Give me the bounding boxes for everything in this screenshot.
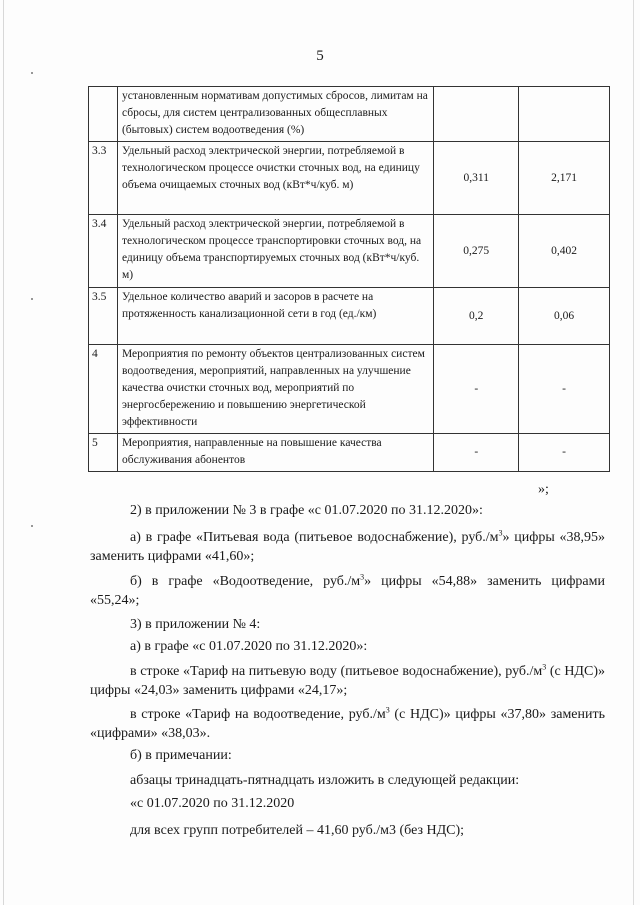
paragraph: абзацы тринадцать-пятнадцать изложить в следующей редакции: [130,773,520,788]
row-number: 5 [89,434,118,472]
row-number: 4 [89,345,118,434]
row-number: 3.4 [89,215,118,288]
row-value-2 [519,87,610,142]
paragraph: 3) в приложении № 4: [130,617,261,632]
row-number: 3.3 [89,142,118,215]
superscript: 3 [360,572,365,582]
table-row [89,345,610,434]
paragraph [90,662,605,700]
scan-mark [31,525,33,527]
row-value-2: - [519,434,610,472]
scan-edge-left [3,0,4,905]
paragraph: 2) в приложении № 3 в графе «с 01.07.2020 по 31.12.2020»: [130,503,483,518]
row-value-2: - [519,345,610,434]
paragraph: для всех групп потребителей – 41,60 руб./м3 (без НДС); [130,823,465,838]
paragraph-text: » цифры «54,88» заменить цифрами «55,24»; [90,574,605,608]
table-row [89,288,610,345]
scan-mark [31,72,33,74]
paragraph: «с 01.07.2020 по 31.12.2020 [130,796,295,811]
scan-edge-right [633,0,634,905]
row-value-2: 2,171 [519,142,610,215]
superscript: 3 [498,528,503,538]
row-value-1: 0,2 [434,288,519,345]
paragraph-text: б) в графе «Водоотведение, руб./м [130,574,361,589]
paragraph: б) в примечании: [130,748,232,763]
paragraph-text: (с НДС)» цифры «37,80» заменить «цифрами» «38,03». [90,707,605,741]
paragraph [90,705,605,743]
row-description: установленным нормативам допустимых сбросов, лимитам на сбросы, для систем централизованных общесплавных (бытовых) систем водоотведения (%) [117,87,433,142]
row-value-1 [434,87,519,142]
row-value-1: 0,311 [434,142,519,215]
row-value-1: - [434,434,519,472]
row-description: Удельный расход электрической энергии, потребляемой в технологическом процессе очистки сточных вод, на единицу объема очищаемых сточных вод (кВт*ч/куб. м) [117,142,433,215]
row-value-1: - [434,345,519,434]
table-row [89,434,610,472]
table-row [89,215,610,288]
row-description: Мероприятия по ремонту объектов централизованных систем водоотведения, мероприятий, направленных на улучшение качества очистки сточных вод, мероприятий по энергосбережению и повышению энергетической эффективности [117,345,433,434]
scan-mark [31,298,33,300]
paragraph [90,528,605,566]
table-row [89,142,610,215]
table-row [89,87,610,142]
row-value-1: 0,275 [434,215,519,288]
row-description: Удельное количество аварий и засоров в расчете на протяженность канализационной сети в год (ед./км) [117,288,433,345]
indicators-table [88,86,610,472]
row-number [89,87,118,142]
row-description: Удельный расход электрической энергии, потребляемой в технологическом процессе транспортировки сточных вод, на единицу объема транспортируемых сточных вод (кВт*ч/куб. м) [117,215,433,288]
row-description: Мероприятия, направленные на повышение качества обслуживания абонентов [117,434,433,472]
paragraph [90,572,605,610]
paragraph: а) в графе «с 01.07.2020 по 31.12.2020»: [130,639,368,654]
row-value-2: 0,402 [519,215,610,288]
row-number: 3.5 [89,288,118,345]
paragraph-text: (с НДС)» цифры «24,03» заменить цифрами «24,17»; [90,664,605,698]
paragraph-text: » цифры «38,95» заменить цифрами «41,60»; [90,530,605,564]
paragraph-text: в строке «Тариф на водоотведение, руб./м [130,707,386,722]
paragraph-text: в строке «Тариф на питьевую воду (питьевое водоснабжение), руб./м [130,664,543,679]
superscript: 3 [542,662,547,672]
superscript: 3 [385,705,390,715]
paragraph-text: а) в графе «Питьевая вода (питьевое водоснабжение), руб./м [130,530,499,545]
page-number: 5 [316,48,324,64]
table-closing-quote: »; [538,482,549,497]
row-value-2: 0,06 [519,288,610,345]
